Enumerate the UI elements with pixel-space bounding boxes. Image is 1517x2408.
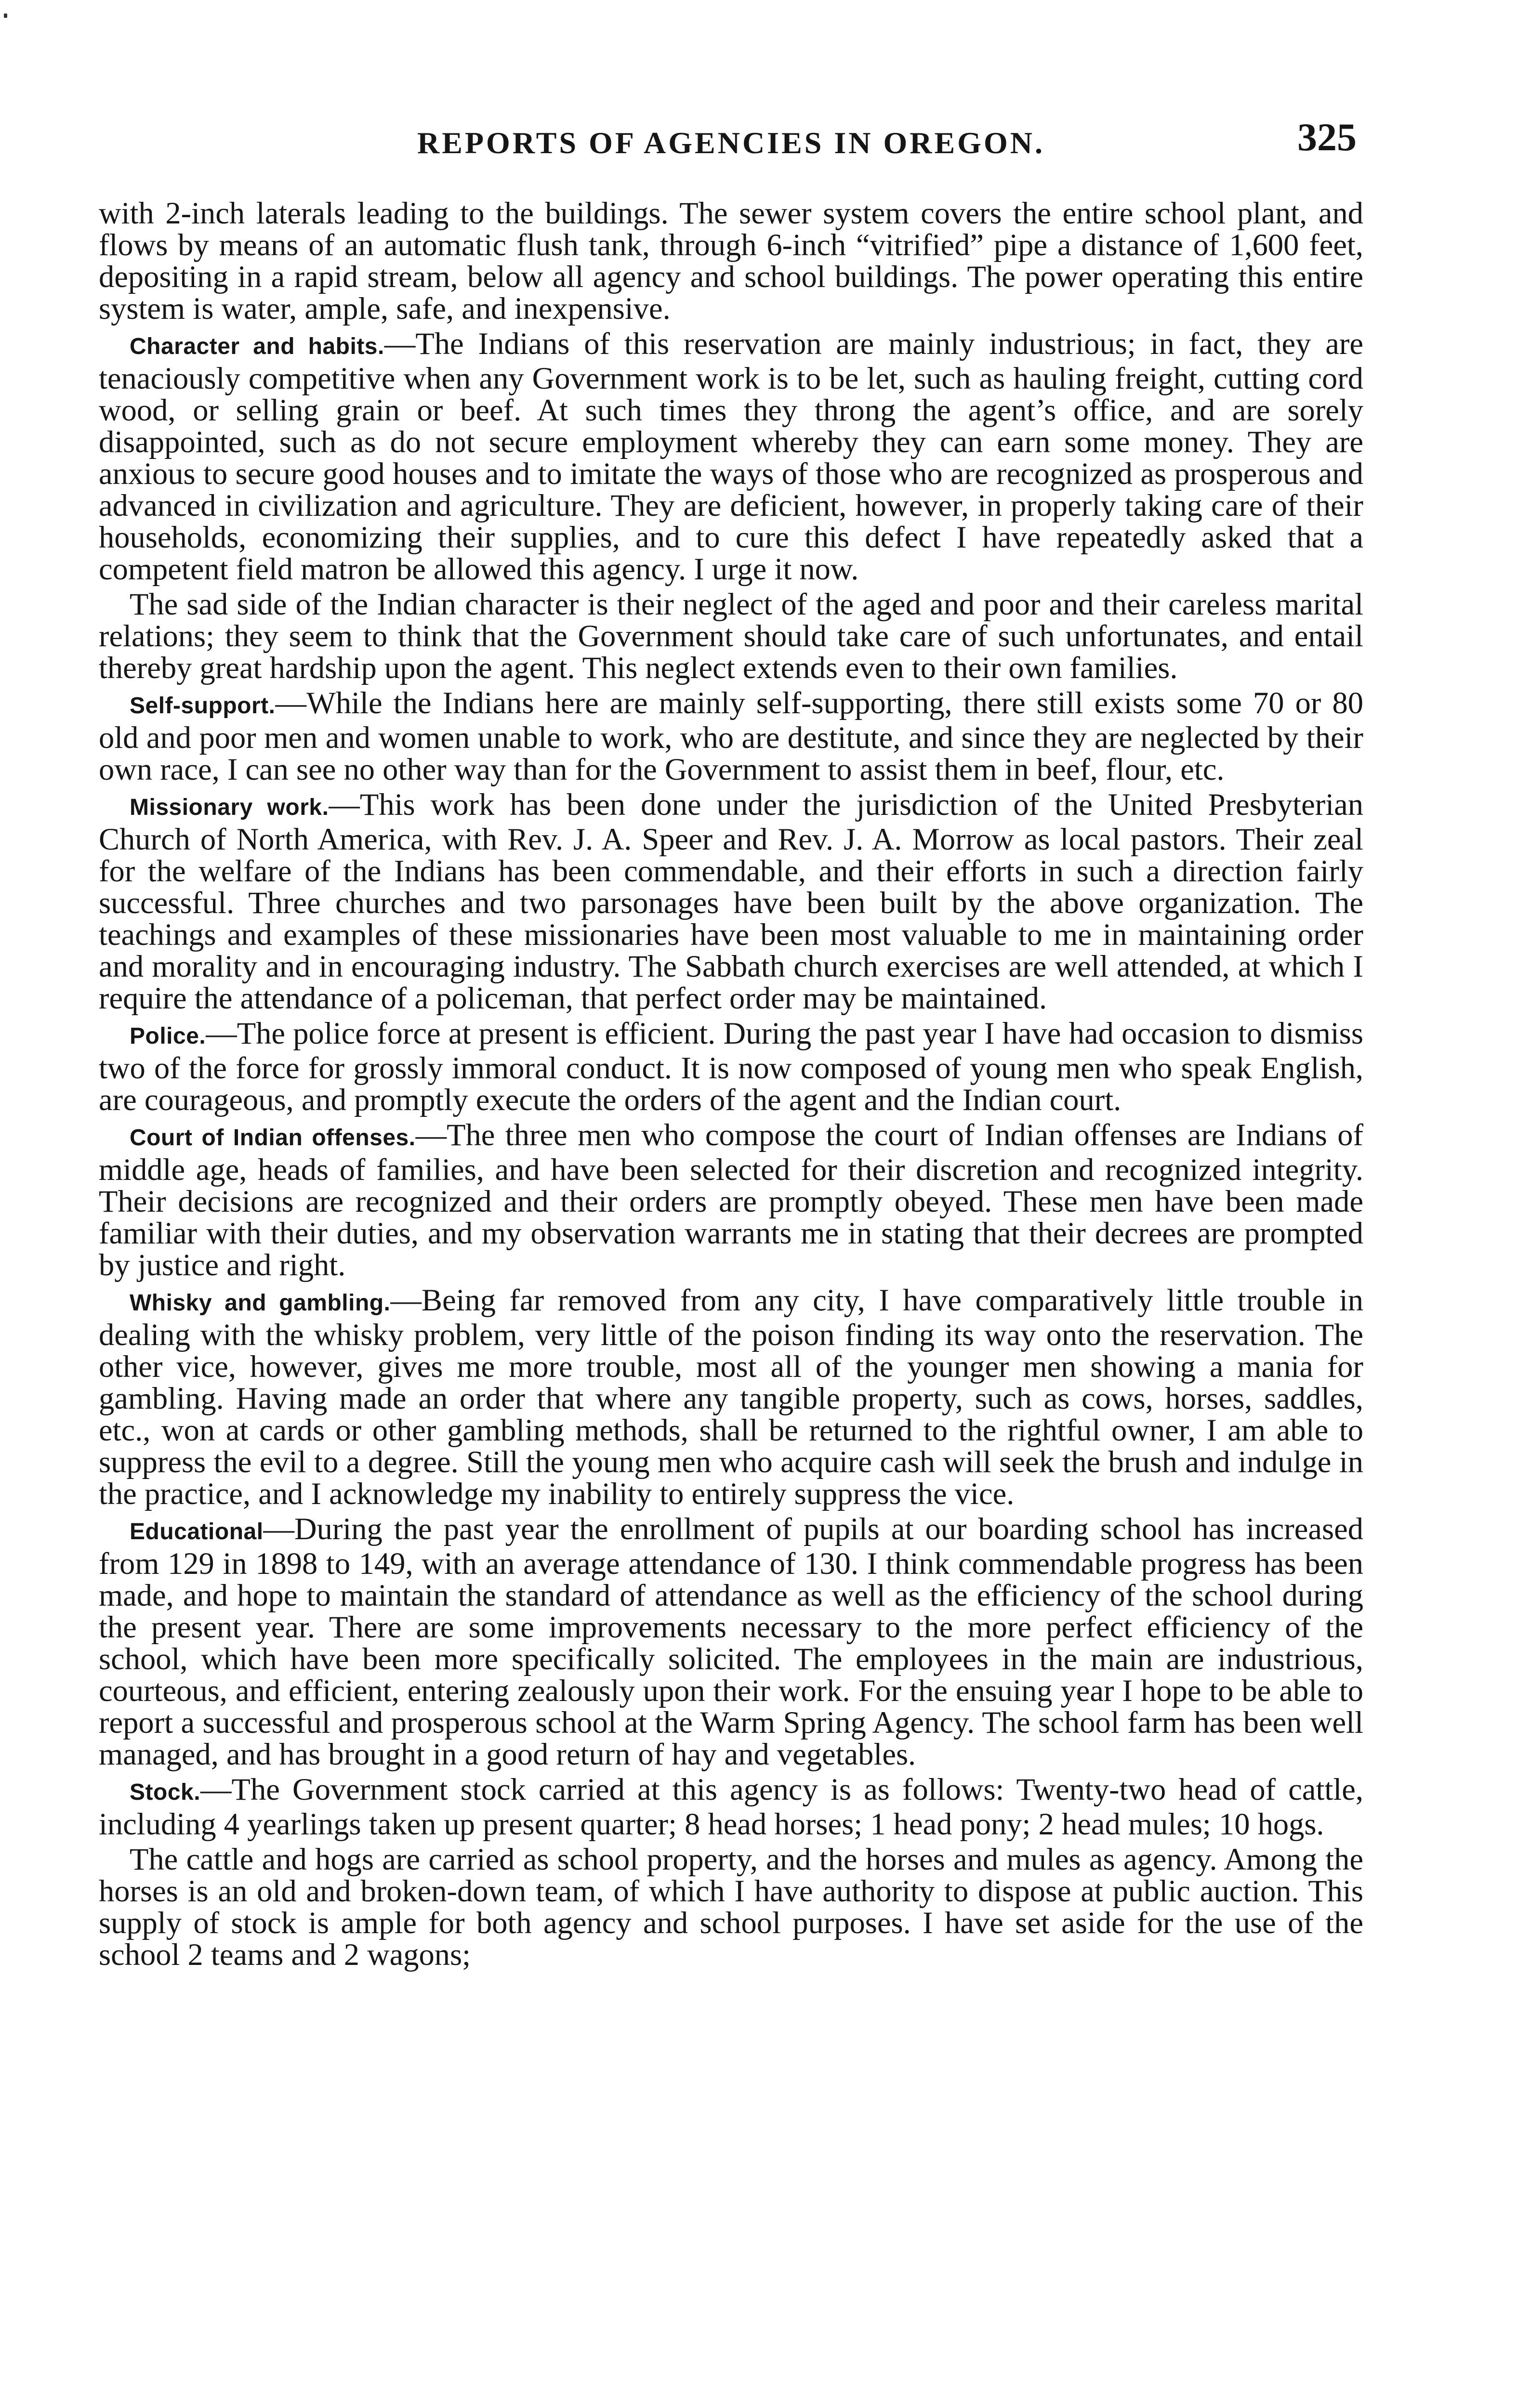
page-header — [99, 115, 1363, 168]
section-heading: Stock. — [130, 1780, 201, 1805]
paragraph-text: —Being far removed from any city, I have comparatively little trouble in dealing with the whisky problem, very little of the poison finding its way onto the reservation. The other vice, however, gives me more trouble, most all of the younger men showing a mania for gambling. Having made an order that where any tangible property, such as cows, horses, saddles, etc., won at cards or other gambling methods, shall be returned to the rightful owner, I am able to suppress the evil to a degree. Still the young men who acquire cash will seek the brush and indulge in the practice, and I acknowledge my inability to entirely suppress the vice. — [99, 1283, 1363, 1511]
page-number: 325 — [1297, 115, 1357, 159]
paragraph-court-of-indian-offenses — [99, 1119, 1363, 1281]
paragraph-character-and-habits — [99, 328, 1363, 585]
paragraph-text: —The three men who compose the court of Indian offenses are Indians of middle age, heads of families, and have been selected for their discretion and recognized integrity. Their decisions are recognized and their orders are promptly obeyed. These men have been made familiar with their duties, and my observation warrants me in stating that their decrees are prompted by justice and right. — [99, 1118, 1364, 1282]
paragraph-text: —During the past year the enrollment of pupils at our boarding school has increased from 129 in 1898 to 149, with an average attendance of 130. I think commendable progress has been made, and hope to maintain the standard of attendance as well as the efficiency of the school during the present year. There are some improvements necessary to the more perfect efficiency of the school, which have been more specifically solicited. The employees in the main are industrious, courteous, and efficient, entering zealously upon their work. For the ensuing year I hope to be able to report a successful and prosperous school at the Warm Spring Agency. The school farm has been well managed, and has brought in a good return of hay and vegetables. — [99, 1512, 1363, 1771]
paragraph-sad-side — [99, 589, 1363, 684]
paragraph-text: —While the Indians here are mainly self-supporting, there still exists some 70 or 80 old and poor men and women unable to work, who are destitute, and since they are neglected by their own race, I can see no other way than for the Government to assist them in beef, flour, etc. — [99, 686, 1363, 786]
section-heading: Police. — [130, 1023, 206, 1049]
body-text — [99, 197, 1363, 1974]
section-heading: Character and habits. — [130, 334, 384, 359]
paragraph-cattle-and-hogs — [99, 1844, 1363, 1971]
paragraph-educational — [99, 1513, 1363, 1770]
running-head: REPORTS OF AGENCIES IN OREGON. — [417, 126, 1045, 160]
section-heading: Missionary work. — [130, 795, 329, 820]
paragraph-police — [99, 1018, 1363, 1116]
section-heading: Educational — [130, 1519, 264, 1544]
paragraph-sewer — [99, 197, 1363, 325]
section-heading: Whisky and gambling. — [130, 1290, 391, 1316]
paragraph-text: —The Indians of this reservation are mainly industrious; in fact, they are tenaciously competitive when any Government work is to be let, such as hauling freight, cutting cord wood, or selling grain or beef. At such times they throng the agent’s office, and are sorely disappointed, such as do not secure employment whereby they can earn some money. They are anxious to secure good houses and to imitate the ways of those who are recognized as prosperous and advanced in civilization and agriculture. They are deficient, however, in properly taking care of their households, economizing their supplies, and to cure this defect I have repeatedly asked that a competent field matron be allowed this agency. I urge it now. — [99, 327, 1363, 586]
paragraph-whisky-and-gambling — [99, 1284, 1363, 1510]
paragraph-text: with 2-inch laterals leading to the buildings. The sewer system covers the entire school plant, and flows by means of an automatic flush tank, through 6-inch “vitrified” pipe a distance of 1,600 feet, depositing in a rapid stream, below all agency and school buildings. The power operating this entire system is water, ample, safe, and inexpensive. — [99, 196, 1363, 326]
paragraph-text: The cattle and hogs are carried as school property, and the horses and mules as agency. Among the horses is an old and broken-down team, of which I have authority to dispose at public auction. This supply of stock is ample for both agency and school purposes. I have set aside for the use of the school 2 teams and 2 wagons; — [99, 1842, 1363, 1972]
corner-smudge — [4, 13, 7, 18]
section-heading: Self-support. — [130, 693, 276, 719]
paragraph-text: —This work has been done under the jurisdiction of the United Presbyterian Church of North America, with Rev. J. A. Speer and Rev. J. A. Morrow as local pastors. Their zeal for the welfare of the Indians has been commendable, and their efforts in such a direction fairly successful. Three churches and two parsonages have been built by the above organization. The teachings and examples of these missionaries have been most valuable to me in maintaining order and morality and in encouraging industry. The Sabbath church exercises are well attended, at which I require the attendance of a policeman, that perfect order may be maintained. — [99, 787, 1363, 1015]
paragraph-text: —The police force at present is efficient. During the past year I have had occasion to dismiss two of the force for grossly immoral conduct. It is now composed of young men who speak English, are courageous, and promptly execute the orders of the agent and the Indian court. — [99, 1016, 1363, 1117]
paragraph-text: —The Government stock carried at this agency is as follows: Twenty-two head of cattle, including 4 yearlings taken up present quarter; 8 head horses; 1 head pony; 2 head mules; 10 hogs. — [99, 1772, 1363, 1841]
paragraph-text: The sad side of the Indian character is their neglect of the aged and poor and their careless marital relations; they seem to think that the Government should take care of such unfortunates, and entail thereby great hardship upon the agent. This neglect extends even to their own families. — [99, 587, 1363, 685]
section-heading: Court of Indian offenses. — [130, 1125, 416, 1151]
paragraph-missionary-work — [99, 789, 1363, 1014]
paragraph-stock — [99, 1774, 1363, 1840]
paragraph-self-support — [99, 687, 1363, 785]
